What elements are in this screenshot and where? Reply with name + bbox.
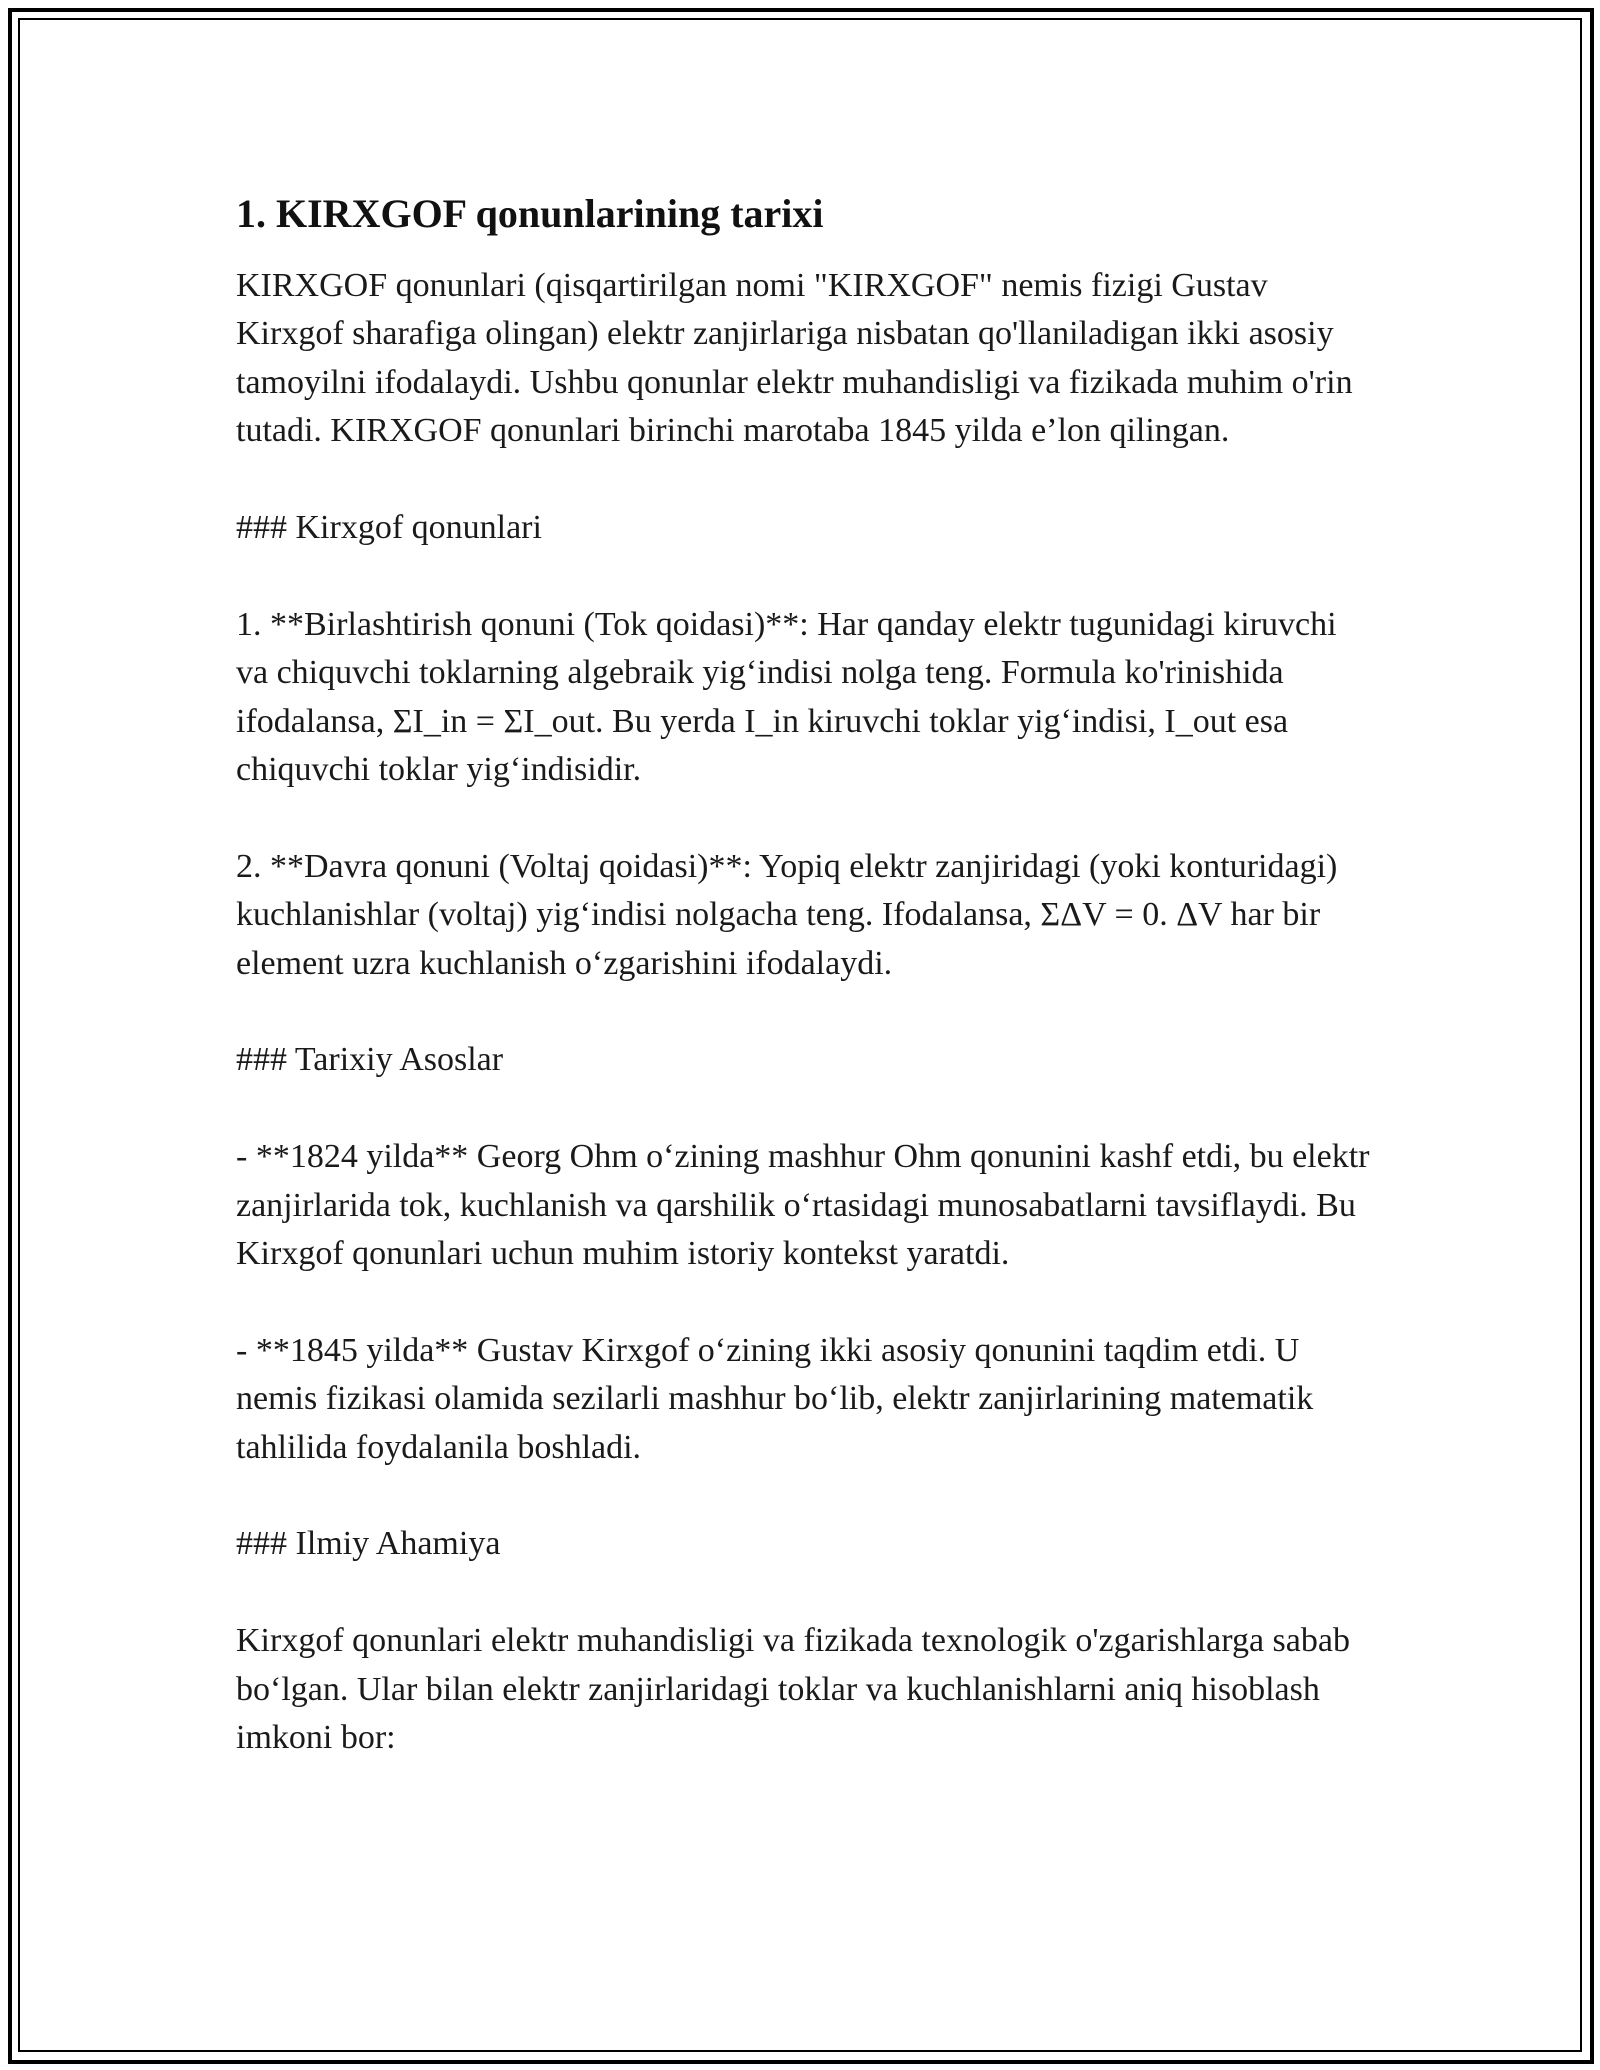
section-marker-tarixiy-asoslar: ### Tarixiy Asoslar [236,1041,504,1079]
history-1845-paragraph: - **1845 yilda** Gustav Kirxgof o‘zining ikki asosiy qonunini taqdim etdi. U nemis fizikasi olamida sezilarli mashhur bo‘lib, elektr zanjirlarining matematik tahlilida foydalanila boshladi. [236,1331,1314,1466]
current-law-paragraph: 1. **Birlashtirish qonuni (Tok qoidasi)**: Har qanday elektr tugunidagi kiruvchi va chiquvchi toklarning algebraik yig‘indisi nolga teng. Formula ko'rinishida ifodalansa, ΣI_in = ΣI_out. Bu yerda I_in kiruvchi toklar yig‘indisi, I_out esa chiquvchi toklar yig‘indisidir. [236,605,1337,789]
voltage-law-paragraph: 2. **Davra qonuni (Voltaj qoidasi)**: Yopiq elektr zanjiridagi (yoki konturidagi) kuchlanishlar (voltaj) yig‘indisi nolgacha teng. Ifodalansa, ΣΔV = 0. ΔV har bir element uzra kuchlanish o‘zgarishini ifodalaydi. [236,847,1338,982]
document-heading: 1. KIRXGOF qonunlarining tarixi [236,191,824,236]
history-1824-paragraph: - **1824 yilda** Georg Ohm o‘zining mashhur Ohm qonunini kashf etdi, bu elektr zanjirlarida tok, kuchlanish va qarshilik o‘rtasidagi munosabatlarni tavsiflaydi. Bu Kirxgof qonunlari uchun muhim istoriy kontekst yaratdi. [236,1138,1370,1273]
significance-paragraph: Kirxgof qonunlari elektr muhandisligi va fizikada texnologik o'zgarishlarga sabab bo‘lgan. Ular bilan elektr zanjirlaridagi toklar va kuchlanishlarni aniq hisoblash imkoni bor: [236,1622,1350,1757]
document-body [236,190,1376,1762]
intro-paragraph: KIRXGOF qonunlari (qisqartirilgan nomi "KIRXGOF" nemis fizigi Gustav Kirxgof sharafiga olingan) elektr zanjirlariga nisbatan qo'llaniladigan ikki asosiy tamoyilni ifodalaydi. Ushbu qonunlar elektr muhandisligi va fizikada muhim o'rin tutadi. KIRXGOF qonunlari birinchi marotaba 1845 yilda e’lon qilingan. [236,267,1353,450]
section-marker-kirxgof-qonunlari: ### Kirxgof qonunlari [236,509,542,547]
section-marker-ilmiy-ahamiya: ### Ilmiy Ahamiya [236,1525,501,1563]
